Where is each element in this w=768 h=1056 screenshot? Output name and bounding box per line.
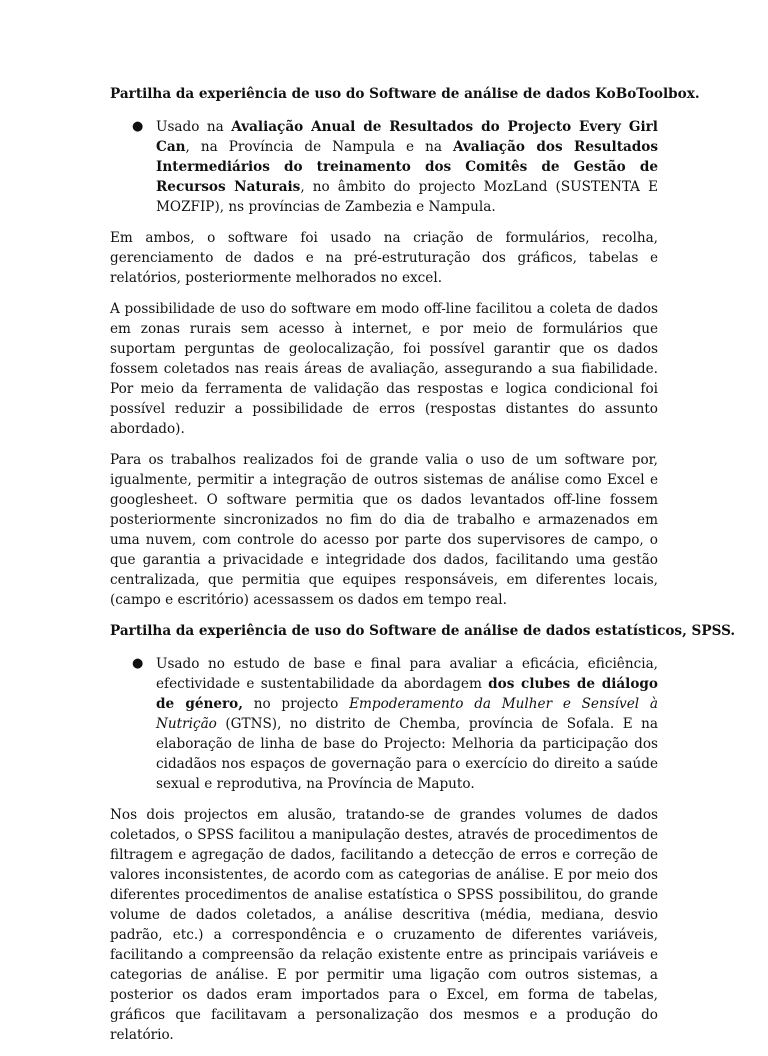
bullet-bold-text: dos clubes de diálogo de género,	[156, 676, 658, 712]
bullet-item-spss	[110, 654, 658, 794]
paragraph: Nos dois projectos em alusão, tratando-se de grandes volumes de dados coletados, o SPSS facilitou a manipulação destes, através de procedimentos de filtragem e agregação de dados, facilitando a detecção de erros e correção de valores inconsistentes, de acordo com as categorias de análise. E por meio dos diferentes procedimentos de analise estatística o SPSS possibilitou, do grande volume de dados coletados, a análise descritiva (média, mediana, desvio padrão, etc.) a correspondência e o cruzamento de diferentes variáveis, facilitando a compreensão da relação existente entre as principais variáveis e categorias de análise. E por permitir uma ligação com outros sistemas, a posterior os dados eram importados para o Excel, em forma de tabelas, gráficos que facilitavam a personalização dos mesmos e a produção do relatório.	[110, 807, 658, 1043]
bullet-text: no projecto	[242, 696, 350, 712]
section-heading-spss: Partilha da experiência de uso do Software de análise de dados estatísticos, SPSS.	[110, 623, 736, 639]
paragraph: A possibilidade de uso do software em modo off-line facilitou a coleta de dados em zonas rurais sem acesso à internet, e por meio de formulários que suportam perguntas de geolocalização, foi possível garantir que os dados fossem coletados nas reais áreas de avaliação, assegurando a sua fiabilidade. Por meio da ferramenta de validação das respostas e logica condicional foi possível reduzir a possibilidade de erros (respostas distantes do assunto abordado).	[110, 301, 658, 437]
bullet-bold-text: Avaliação Anual de Resultados do Projecto Every Girl Can	[156, 119, 658, 155]
bullet-italic-text: Empoderamento da Mulher e Sensível à Nutrição	[156, 696, 658, 732]
paragraph: Em ambos, o software foi usado na criação de formulários, recolha, gerenciamento de dados e na pré-estruturação dos gráficos, tabelas e relatórios, posteriormente melhorados no excel.	[110, 230, 658, 286]
bullet-dot-icon: ●	[132, 656, 144, 671]
bullet-text: , no âmbito do projecto MozLand (SUSTENTA E MOZFIP), ns províncias de Zambezia e Nampula.	[156, 179, 658, 215]
section-heading-kobotoolbox: Partilha da experiência de uso do Software de análise de dados KoBoToolbox.	[110, 86, 700, 102]
bullet-dot-icon: ●	[132, 119, 144, 134]
paragraph: Para os trabalhos realizados foi de grande valia o uso de um software por, igualmente, permitir a integração de outros sistemas de análise como Excel e googlesheet. O software permitia que os dados levantados off-line fossem posteriormente sincronizados no fim do dia de trabalho e armazenados em uma nuvem, com controle do acesso por parte dos supervisores de campo, o que garantia a privacidade e integridade dos dados, facilitando uma gestão centralizada, que permitia que equipes responsáveis, em diferentes locais, (campo e escritório) acessassem os dados em tempo real.	[110, 452, 658, 608]
bullet-text: Usado na	[156, 119, 232, 135]
bullet-text: (GTNS), no distrito de Chemba, província de Sofala. E na elaboração de linha de base do Projecto: Melhoria da participação dos cidadãos nos espaços de governação para o exercício do direito a saúde sexual e reprodutiva, na Província de Maputo.	[156, 716, 658, 792]
bullet-bold-text: Avaliação dos Resultados Intermediários do treinamento dos Comitês de Gestão de Recursos Naturais	[156, 139, 659, 195]
bullet-text: Usado no estudo de base e final para avaliar a eficácia, eficiência, efectividade e sustentabilidade da abordagem	[156, 656, 658, 692]
bullet-text: , na Província de Nampula e na	[185, 139, 453, 155]
document-page	[110, 84, 736, 1056]
bullet-item-kobotoolbox	[110, 117, 658, 217]
